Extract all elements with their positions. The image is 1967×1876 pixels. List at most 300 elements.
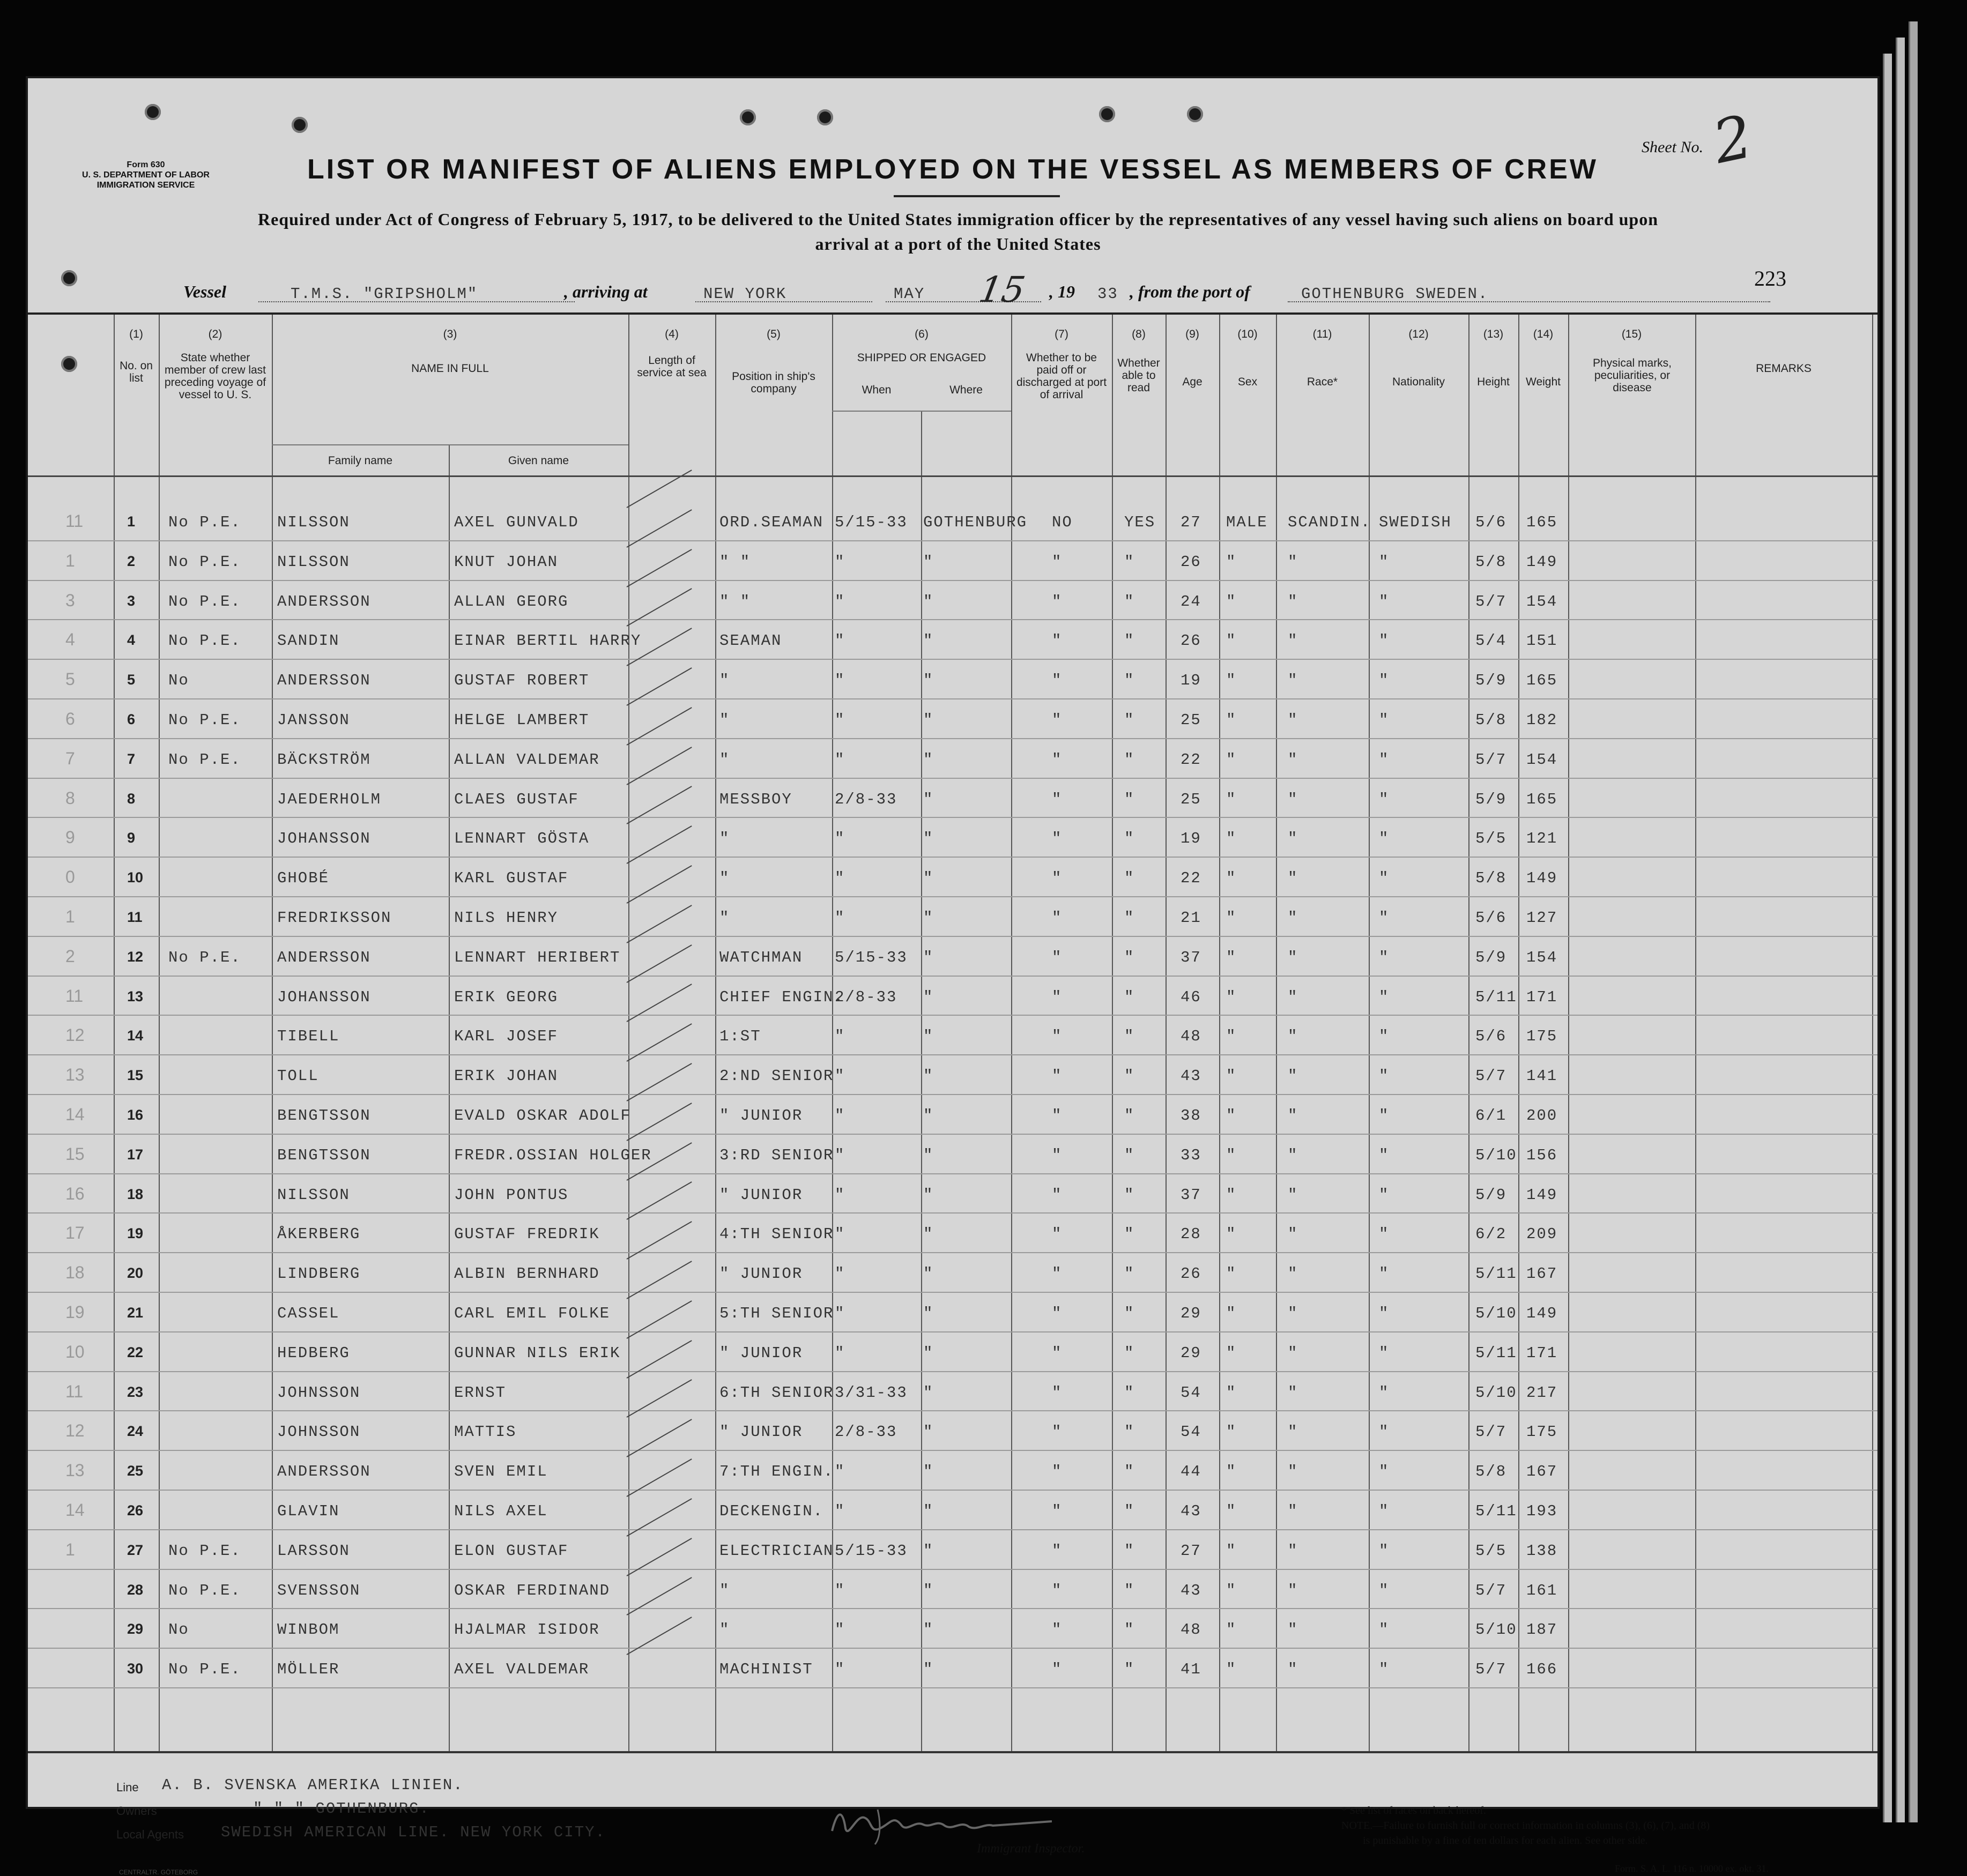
margin-mark: 1 — [65, 1539, 75, 1559]
page-edge — [1883, 54, 1892, 1822]
weight-cell: 161 — [1526, 1581, 1558, 1599]
margin-mark: 11 — [65, 1381, 84, 1401]
family-name-cell: NILSSON — [277, 513, 350, 531]
race-cell: " — [1288, 1423, 1298, 1441]
margin-mark: 10 — [65, 1342, 85, 1361]
table-row — [28, 1016, 1877, 1055]
shipped-when-cell: " — [835, 1344, 845, 1362]
age-cell: 41 — [1181, 1661, 1201, 1679]
column-number: (14) — [1533, 328, 1554, 340]
weight-cell: 165 — [1526, 672, 1558, 690]
weight-cell: 171 — [1526, 1344, 1558, 1362]
family-name-cell: JOHNSSON — [277, 1423, 361, 1441]
table-row — [28, 1411, 1877, 1450]
owners-value: " " " GOTHENBURG. — [253, 1800, 430, 1818]
shipped-when-cell: 5/15-33 — [835, 948, 908, 966]
row-number: 25 — [127, 1463, 144, 1479]
sex-cell: " — [1226, 750, 1237, 769]
height-cell: 5/8 — [1475, 1463, 1507, 1481]
race-cell: " — [1288, 869, 1298, 888]
dotted-rule — [695, 301, 872, 302]
race-cell: " — [1288, 592, 1298, 611]
arrival-year: 33 — [1097, 285, 1118, 303]
margin-mark: 1 — [65, 550, 75, 570]
table-row — [28, 937, 1877, 976]
column-number: (9) — [1185, 328, 1199, 340]
position-cell: " JUNIOR — [719, 1265, 803, 1283]
shipped-when-cell: " — [835, 1502, 845, 1520]
able-to-read-cell: " — [1124, 711, 1135, 729]
shipped-where-cell: " — [923, 1225, 934, 1244]
shipped-where-cell: " — [923, 592, 934, 611]
sheet-label: Sheet No. — [1642, 138, 1703, 156]
given-name-cell: ERIK JOHAN — [454, 1067, 559, 1085]
note-line: is punishable by a fine of ten dollars for each alien. See other side. — [1363, 1835, 1648, 1847]
nationality-cell: " — [1379, 1146, 1390, 1164]
race-cell: " — [1288, 1305, 1298, 1322]
prev-voyage-cell: No P.E. — [168, 1542, 241, 1560]
table-row — [28, 1451, 1877, 1490]
table-row — [28, 1332, 1877, 1372]
sex-cell: " — [1226, 948, 1237, 966]
nationality-cell: " — [1379, 1107, 1390, 1125]
service-name: IMMIGRATION SERVICE — [97, 181, 195, 190]
row-number: 9 — [127, 830, 136, 846]
nationality-cell: " — [1379, 1305, 1390, 1322]
department-name: U. S. DEPARTMENT OF LABOR — [82, 170, 210, 180]
given-name-cell: GUNNAR NILS ERIK — [454, 1344, 621, 1362]
paid-off-cell: " — [1052, 1186, 1063, 1204]
column-number: (7) — [1055, 328, 1068, 340]
position-cell: " — [719, 750, 730, 769]
page-edge — [1909, 21, 1918, 1822]
sex-cell: " — [1226, 592, 1237, 611]
margin-mark: 1 — [65, 907, 75, 926]
weight-cell: 127 — [1526, 909, 1558, 927]
header-remarks: REMARKS — [1756, 362, 1812, 375]
sex-cell: " — [1226, 1305, 1237, 1322]
margin-mark: 11 — [65, 511, 84, 531]
prev-voyage-cell: No P.E. — [168, 632, 241, 650]
family-name-cell: MÖLLER — [277, 1661, 340, 1679]
able-to-read-cell: " — [1124, 553, 1135, 571]
margin-mark: 13 — [65, 1461, 85, 1480]
race-cell: " — [1288, 1225, 1298, 1244]
sex-cell: " — [1226, 1542, 1237, 1560]
table-row — [28, 699, 1877, 739]
given-name-cell: ELON GUSTAF — [454, 1542, 569, 1560]
header-sex: Sex — [1237, 376, 1258, 388]
given-name-cell: MATTIS — [454, 1423, 517, 1441]
column-number: (11) — [1312, 328, 1332, 340]
age-cell: 46 — [1181, 988, 1201, 1006]
page-title: LIST OR MANIFEST OF ALIENS EMPLOYED ON THE VESSEL AS MEMBERS OF CREW — [307, 154, 1598, 185]
line-label: Line — [116, 1781, 139, 1794]
age-cell: 28 — [1181, 1225, 1201, 1244]
race-cell: " — [1288, 750, 1298, 769]
age-cell: 26 — [1181, 632, 1201, 650]
nationality-cell: " — [1379, 1225, 1390, 1244]
nationality-cell: " — [1379, 830, 1390, 848]
footnotes — [1341, 1803, 1851, 1848]
paid-off-cell: " — [1052, 1344, 1063, 1362]
able-to-read-cell: " — [1124, 592, 1135, 611]
weight-cell: 187 — [1526, 1621, 1558, 1639]
column-number: (4) — [665, 328, 679, 340]
position-cell: 7:TH ENGIN. — [719, 1463, 834, 1481]
margin-mark: 11 — [65, 986, 84, 1006]
height-cell: 5/11 — [1475, 1344, 1517, 1362]
nationality-cell: " — [1379, 1502, 1390, 1520]
height-cell: 5/4 — [1475, 632, 1507, 650]
table-row — [28, 897, 1877, 936]
margin-mark: 16 — [65, 1183, 85, 1203]
row-number: 18 — [127, 1186, 144, 1202]
shipped-where-cell: " — [923, 632, 934, 650]
row-number: 10 — [127, 869, 144, 886]
shipped-where-cell: " — [923, 1028, 934, 1046]
row-number: 8 — [127, 790, 136, 807]
given-name-cell: NILS HENRY — [454, 909, 559, 927]
age-cell: 29 — [1181, 1344, 1201, 1362]
nationality-cell: " — [1379, 869, 1390, 888]
able-to-read-cell: " — [1124, 1581, 1135, 1599]
weight-cell: 149 — [1526, 869, 1558, 888]
race-cell: " — [1288, 790, 1298, 808]
family-name-cell: CASSEL — [277, 1305, 340, 1322]
height-cell: 5/7 — [1475, 1067, 1507, 1085]
page-edge — [1896, 38, 1905, 1822]
nationality-cell: " — [1379, 1621, 1390, 1639]
height-cell: 5/7 — [1475, 1661, 1507, 1679]
family-name-cell: ANDERSSON — [277, 948, 371, 966]
given-name-cell: ERNST — [454, 1383, 507, 1402]
weight-cell: 138 — [1526, 1542, 1558, 1560]
header-family-name: Family name — [328, 455, 393, 467]
position-cell: 3:RD SENIOR — [719, 1146, 834, 1164]
nationality-cell: " — [1379, 1265, 1390, 1283]
position-cell: " — [719, 869, 730, 888]
height-cell: 5/8 — [1475, 553, 1507, 571]
height-cell: 5/11 — [1475, 1265, 1517, 1283]
table-row — [28, 660, 1877, 699]
race-cell: " — [1288, 948, 1298, 966]
shipped-when-cell: 2/8-33 — [835, 988, 897, 1006]
column-number: (13) — [1483, 328, 1504, 340]
sex-cell: " — [1226, 1186, 1237, 1204]
prev-voyage-cell: No P.E. — [168, 948, 241, 966]
family-name-cell: SVENSSON — [277, 1581, 361, 1599]
height-cell: 5/6 — [1475, 1028, 1507, 1046]
position-cell: 1:ST — [719, 1028, 761, 1046]
sex-cell: " — [1226, 711, 1237, 729]
nationality-cell: " — [1379, 988, 1390, 1006]
position-cell: " — [719, 830, 730, 848]
arrival-month: MAY — [894, 285, 925, 303]
manifest-sheet — [28, 78, 1877, 1876]
paid-off-cell: " — [1052, 790, 1063, 808]
inspector-label: Immigrant Inspector. — [977, 1842, 1085, 1856]
height-cell: 5/9 — [1475, 948, 1507, 966]
family-name-cell: TOLL — [277, 1067, 319, 1085]
note-line: NOTE.—Failure to furnish full or correct information in columns (3), (6), (7), and (8) — [1341, 1820, 1710, 1832]
shipped-when-cell: " — [835, 1186, 845, 1204]
row-number: 30 — [127, 1661, 144, 1677]
table-row — [28, 1055, 1877, 1095]
age-cell: 27 — [1181, 513, 1201, 531]
header-height: Height — [1477, 376, 1510, 388]
sex-cell: " — [1226, 1146, 1237, 1164]
race-cell: " — [1288, 632, 1298, 650]
age-cell: 22 — [1181, 869, 1201, 888]
height-cell: 5/9 — [1475, 1186, 1507, 1204]
shipped-where-cell: " — [923, 1107, 934, 1125]
table-row — [28, 1135, 1877, 1174]
punch-hole-icon — [817, 109, 833, 125]
title-underline — [894, 195, 1060, 197]
age-cell: 48 — [1181, 1028, 1201, 1046]
position-cell: 2:ND SENIOR — [719, 1067, 834, 1085]
able-to-read-cell: " — [1124, 1621, 1135, 1639]
vessel-info-line — [28, 277, 1877, 309]
margin-mark: 7 — [65, 748, 75, 768]
family-name-cell: JOHANSSON — [277, 988, 371, 1006]
family-name-cell: ÅKERBERG — [277, 1225, 361, 1244]
age-cell: 38 — [1181, 1107, 1201, 1125]
position-cell: CHIEF ENGIN. — [719, 988, 844, 1006]
paid-off-cell: " — [1052, 1423, 1063, 1441]
row-number: 5 — [127, 672, 136, 688]
paid-off-cell: " — [1052, 1107, 1063, 1125]
weight-cell: 149 — [1526, 553, 1558, 571]
note-races: * See list of races on back hereof. — [1341, 1805, 1486, 1817]
age-cell: 43 — [1181, 1502, 1201, 1520]
family-name-cell: JOHNSSON — [277, 1383, 361, 1402]
paid-off-cell: " — [1052, 1067, 1063, 1085]
nationality-cell: " — [1379, 553, 1390, 571]
prev-voyage-cell: No P.E. — [168, 750, 241, 769]
shipped-when-cell: 5/15-33 — [835, 513, 908, 531]
header-where: Where — [949, 384, 983, 396]
able-to-read-cell: " — [1124, 869, 1135, 888]
weight-cell: 149 — [1526, 1186, 1558, 1204]
shipped-when-cell: " — [835, 830, 845, 848]
shipped-where-cell: " — [923, 1502, 934, 1520]
height-cell: 5/9 — [1475, 790, 1507, 808]
shipped-where-cell: " — [923, 750, 934, 769]
margin-mark: 12 — [65, 1025, 85, 1045]
paid-off-cell: " — [1052, 1265, 1063, 1283]
table-row — [28, 739, 1877, 778]
sheet-number: 2 — [1707, 102, 1758, 177]
age-cell: 43 — [1181, 1581, 1201, 1599]
race-cell: " — [1288, 1186, 1298, 1204]
position-cell: WATCHMAN — [719, 948, 803, 966]
paid-off-cell: " — [1052, 988, 1063, 1006]
shipped-when-cell: " — [835, 592, 845, 611]
race-cell: " — [1288, 830, 1298, 848]
position-cell: " " — [719, 553, 751, 571]
table-row — [28, 977, 1877, 1016]
race-cell: " — [1288, 1581, 1298, 1599]
weight-cell: 165 — [1526, 790, 1558, 808]
shipped-when-cell: " — [835, 632, 845, 650]
shipped-where-cell: " — [923, 711, 934, 729]
paid-off-cell: " — [1052, 869, 1063, 888]
header-prev-voyage: State whether member of crew last preceding voyage of vessel to U. S. — [164, 352, 266, 401]
nationality-cell: " — [1379, 1067, 1390, 1085]
age-cell: 37 — [1181, 948, 1201, 966]
weight-cell: 175 — [1526, 1028, 1558, 1046]
family-name-cell: NILSSON — [277, 553, 350, 571]
margin-mark: 13 — [65, 1065, 85, 1085]
height-cell: 5/11 — [1475, 988, 1517, 1006]
sex-cell: " — [1226, 553, 1237, 571]
table-row — [28, 541, 1877, 580]
position-cell: " JUNIOR — [719, 1423, 803, 1441]
race-cell: " — [1288, 1383, 1298, 1402]
margin-mark: 17 — [65, 1223, 85, 1243]
family-name-cell: ANDERSSON — [277, 592, 371, 611]
vessel-name: T.M.S. "GRIPSHOLM" — [291, 285, 478, 303]
given-name-cell: OSKAR FERDINAND — [454, 1581, 611, 1599]
age-cell: 29 — [1181, 1305, 1201, 1322]
form-number: Form 630 — [127, 160, 165, 169]
row-number: 27 — [127, 1542, 144, 1558]
shipped-where-cell: " — [923, 1581, 934, 1599]
race-cell: " — [1288, 1661, 1298, 1679]
given-name-cell: FREDR.OSSIAN HOLGER — [454, 1146, 652, 1164]
shipped-where-cell: " — [923, 1344, 934, 1362]
row-number: 11 — [127, 909, 143, 925]
shipped-when-cell: " — [835, 1067, 845, 1085]
position-cell: " JUNIOR — [719, 1107, 803, 1125]
given-name-cell: EINAR BERTIL HARRY — [454, 632, 642, 650]
age-cell: 25 — [1181, 790, 1201, 808]
sex-cell: " — [1226, 1383, 1237, 1402]
margin-mark: 19 — [65, 1302, 85, 1322]
table-row — [28, 1491, 1877, 1530]
given-name-cell: LENNART HERIBERT — [454, 948, 621, 966]
row-number: 2 — [127, 553, 136, 569]
nationality-cell: " — [1379, 1581, 1390, 1599]
weight-cell: 209 — [1526, 1225, 1558, 1244]
given-name-cell: HELGE LAMBERT — [454, 711, 590, 729]
margin-mark: 18 — [65, 1263, 85, 1283]
able-to-read-cell: " — [1124, 988, 1135, 1006]
able-to-read-cell: " — [1124, 830, 1135, 848]
table-top-rule — [28, 312, 1877, 315]
able-to-read-cell: " — [1124, 632, 1135, 650]
given-name-cell: JOHN PONTUS — [454, 1186, 569, 1204]
row-number: 6 — [127, 711, 136, 727]
arriving-label: , arriving at — [564, 282, 648, 301]
age-cell: 25 — [1181, 711, 1201, 729]
age-cell: 43 — [1181, 1067, 1201, 1085]
header-race: Race* — [1307, 376, 1338, 388]
age-cell: 26 — [1181, 1265, 1201, 1283]
able-to-read-cell: " — [1124, 1423, 1135, 1441]
weight-cell: 193 — [1526, 1502, 1558, 1520]
shipped-where-cell: " — [923, 672, 934, 690]
paid-off-cell: " — [1052, 1305, 1063, 1322]
height-cell: 5/8 — [1475, 711, 1507, 729]
sex-cell: " — [1226, 790, 1237, 808]
prev-voyage-cell: No P.E. — [168, 711, 241, 729]
row-number: 4 — [127, 632, 136, 649]
given-name-cell: LENNART GÖSTA — [454, 830, 590, 848]
height-cell: 5/8 — [1475, 869, 1507, 888]
shipped-where-cell: " — [923, 988, 934, 1006]
race-cell: " — [1288, 553, 1298, 571]
age-cell: 54 — [1181, 1383, 1201, 1402]
shipped-when-cell: " — [835, 869, 845, 888]
sex-cell: " — [1226, 1067, 1237, 1085]
paid-off-cell: " — [1052, 1661, 1063, 1679]
header-length-of-service: Length of service at sea — [637, 354, 707, 379]
table-row — [28, 581, 1877, 620]
margin-mark: 0 — [65, 867, 75, 887]
shipped-when-cell: " — [835, 1265, 845, 1283]
paid-off-cell: " — [1052, 1581, 1063, 1599]
race-cell: " — [1288, 1502, 1298, 1520]
shipped-when-cell: " — [835, 909, 845, 927]
weight-cell: 167 — [1526, 1265, 1558, 1283]
paid-off-cell: " — [1052, 909, 1063, 927]
height-cell: 5/9 — [1475, 672, 1507, 690]
weight-cell: 154 — [1526, 750, 1558, 769]
paid-off-cell: " — [1052, 711, 1063, 729]
nationality-cell: " — [1379, 711, 1390, 729]
header-when: When — [862, 384, 892, 396]
nationality-cell: " — [1379, 1542, 1390, 1560]
race-cell: " — [1288, 1265, 1298, 1283]
weight-cell: 156 — [1526, 1146, 1558, 1164]
age-cell: 26 — [1181, 553, 1201, 571]
family-name-cell: FREDRIKSSON — [277, 909, 392, 927]
weight-cell: 175 — [1526, 1423, 1558, 1441]
shipped-where-cell: GOTHENBURG — [923, 513, 1028, 531]
shipped-when-cell: " — [835, 1107, 845, 1125]
paid-off-cell: NO — [1052, 513, 1073, 531]
table-row — [28, 1253, 1877, 1292]
paid-off-cell: " — [1052, 750, 1063, 769]
position-cell: 5:TH SENIOR — [719, 1305, 834, 1322]
given-name-cell: EVALD OSKAR ADOLF — [454, 1107, 631, 1125]
sex-cell: " — [1226, 1661, 1237, 1679]
able-to-read-cell: " — [1124, 672, 1135, 690]
shipped-when-cell: " — [835, 1661, 845, 1679]
header-position: Position in ship's company — [732, 370, 815, 395]
header-weight: Weight — [1526, 376, 1561, 388]
height-cell: 5/6 — [1475, 909, 1507, 927]
row-number: 17 — [127, 1146, 144, 1163]
table-row — [28, 1570, 1877, 1609]
sex-cell: " — [1226, 1463, 1237, 1481]
able-to-read-cell: " — [1124, 1344, 1135, 1362]
nationality-cell: " — [1379, 1383, 1390, 1402]
margin-mark: 4 — [65, 630, 75, 650]
given-name-cell: SVEN EMIL — [454, 1463, 548, 1481]
given-name-cell: AXEL VALDEMAR — [454, 1661, 590, 1679]
height-cell: 6/1 — [1475, 1107, 1507, 1125]
height-cell: 6/2 — [1475, 1225, 1507, 1244]
row-number: 23 — [127, 1383, 144, 1400]
height-cell: 5/5 — [1475, 1542, 1507, 1560]
sex-cell: " — [1226, 1581, 1237, 1599]
from-port: GOTHENBURG SWEDEN. — [1301, 285, 1489, 303]
paid-off-cell: " — [1052, 1542, 1063, 1560]
